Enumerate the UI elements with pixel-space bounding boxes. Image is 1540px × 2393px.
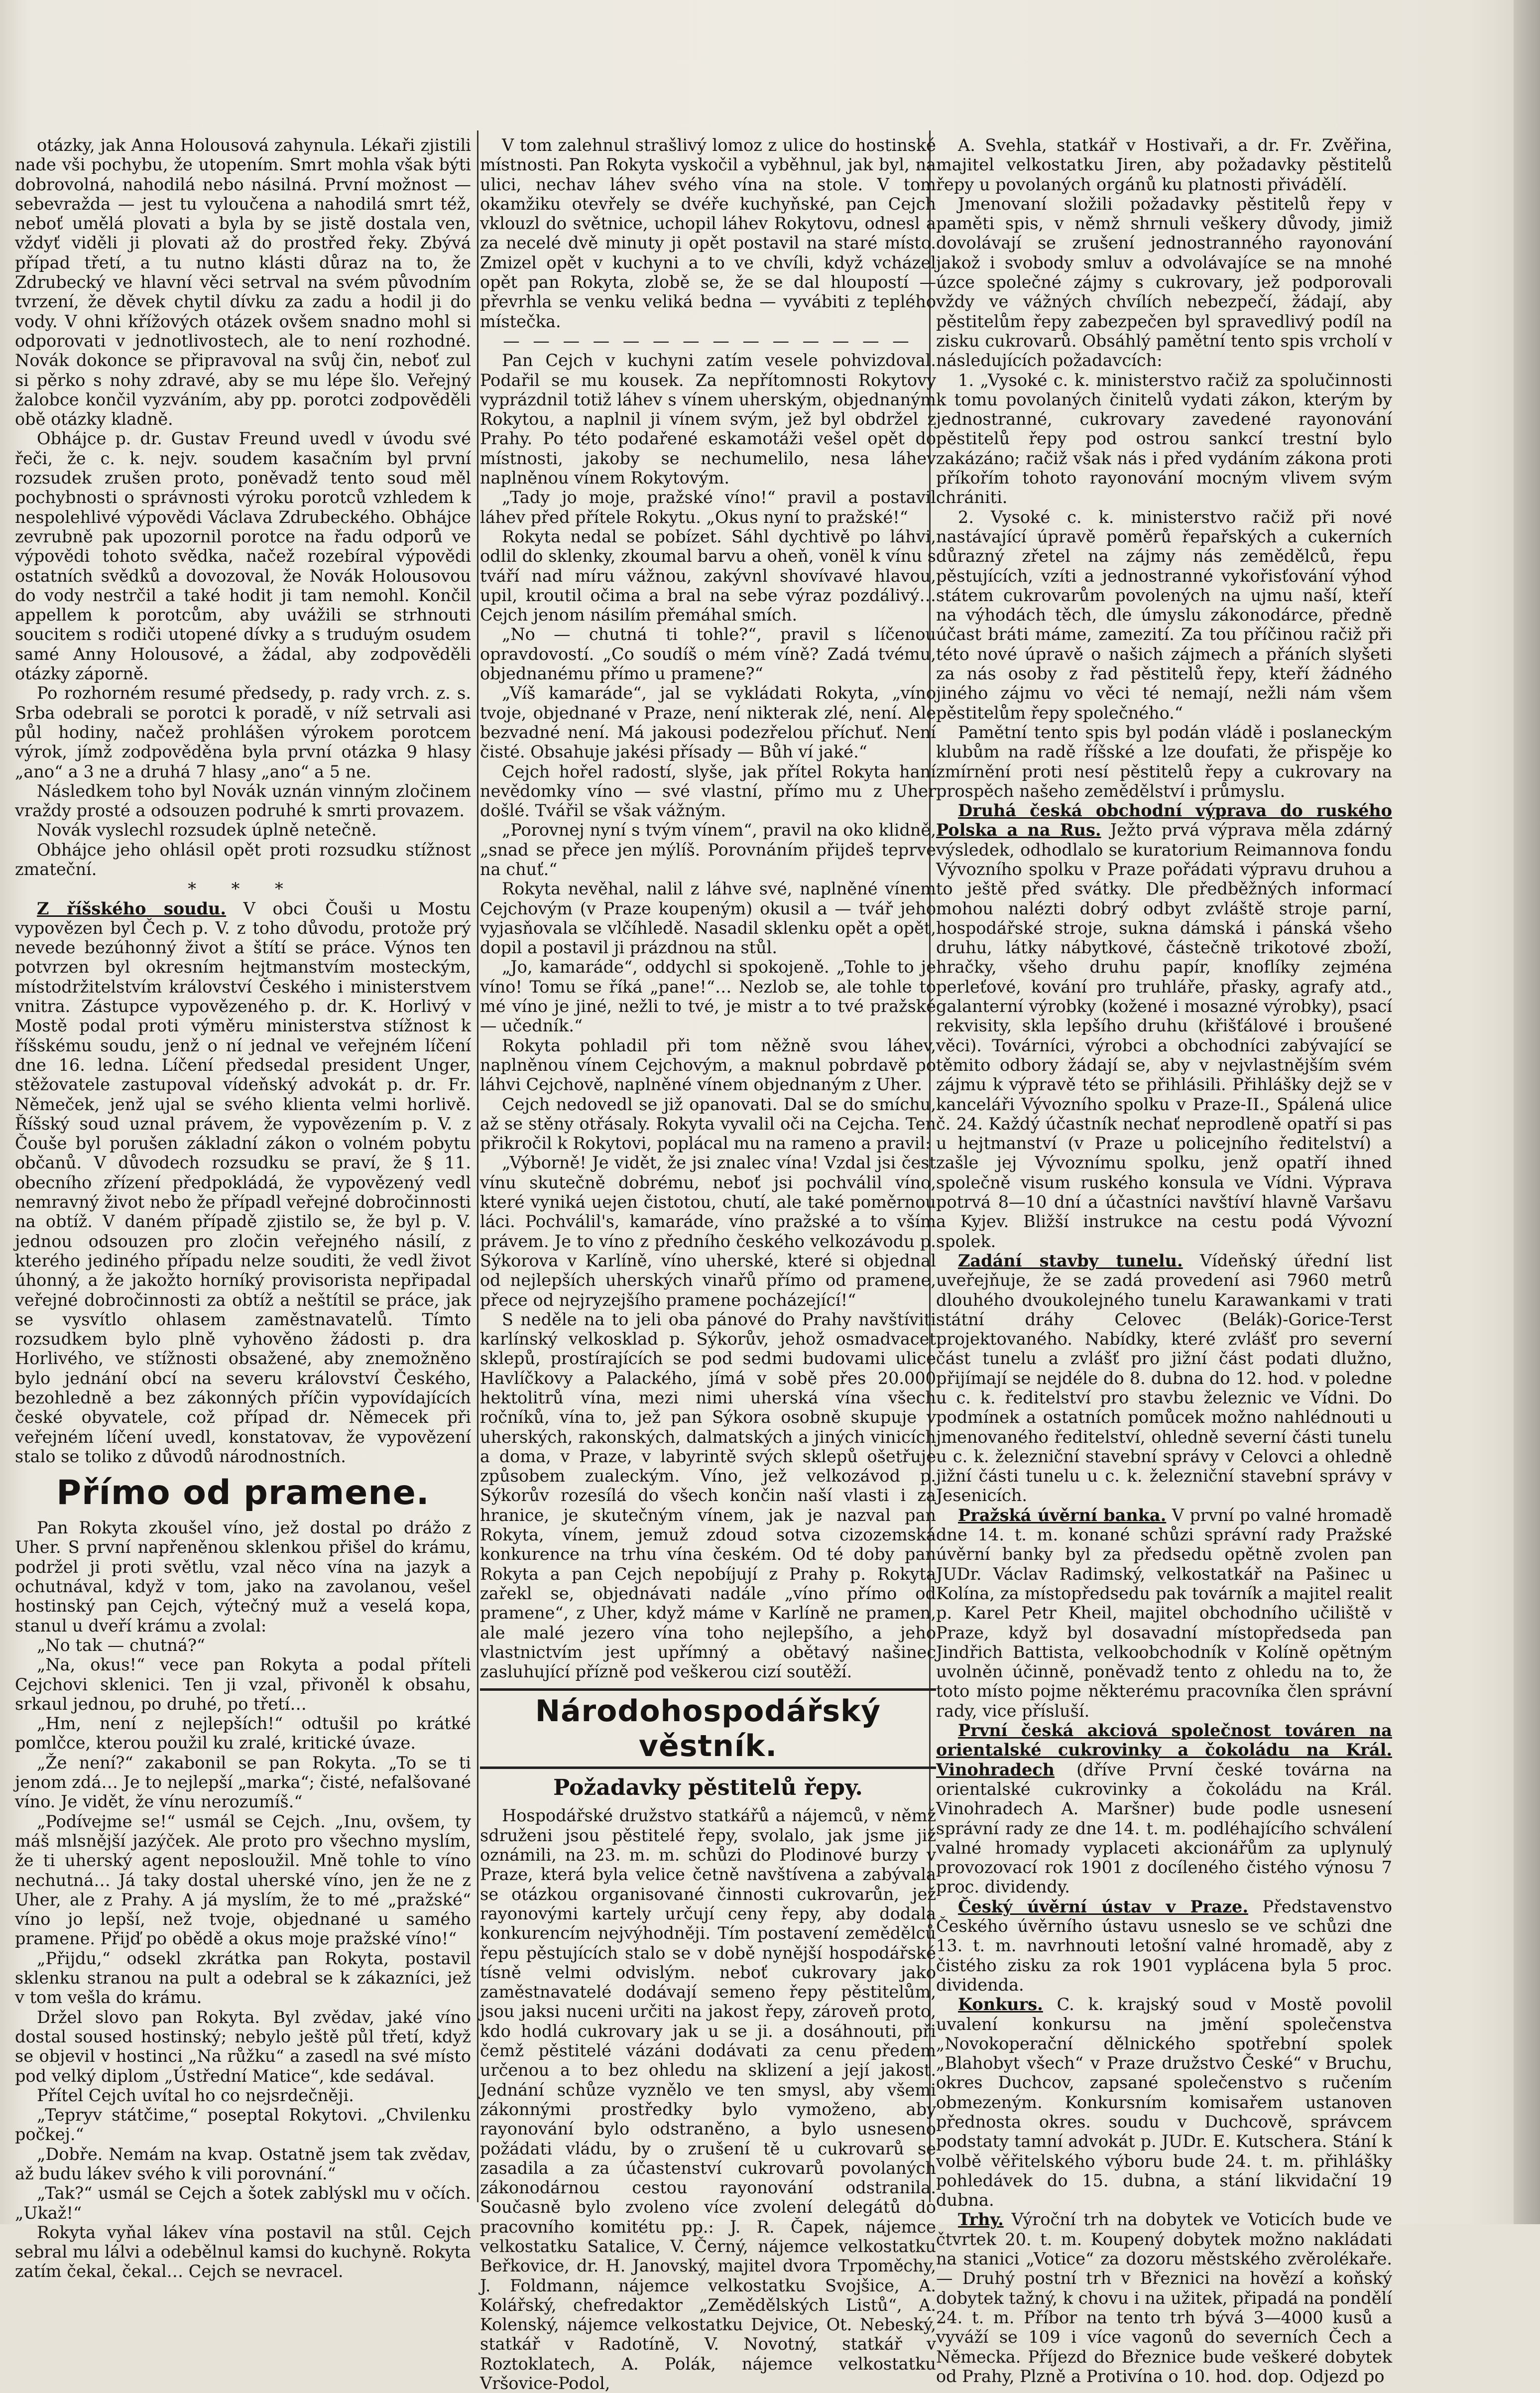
news-item <box>936 1897 1392 1995</box>
news-item-title: Pražská úvěrní banka. <box>958 1505 1167 1525</box>
news-item <box>936 1251 1392 1506</box>
article-paragraph: Obhájce p. dr. Gustav Freund uvedl v úvodu své řeči, že c. k. nejv. soudem kasačním byl první rozsudek zrušen proto, poněvadž tento soud měl pochybnosti o správnosti výroku porotců vzhledem k nespolehlivé výpovědi Václava Zdrubeckého. Obhájce zevrubně pak upozornil porotce na řadu odporů ve výpovědi tohoto svědka, načež rozebíral výpovědi ostatních svědků a dovozoval, že Novák Holousovou do vody nestrčil a také hodit ji tam nemohl. Končil appellem k porotcům, aby uvážili se strhnouti soucitem s rodiči utopené dívky a s truduým osudem samé Anny Holousové, a žádal, aby zodpověděli otázky záporně. <box>15 429 471 684</box>
story-paragraph: Přítel Cejch uvítal ho co nejsrdečněji. <box>37 2085 354 2105</box>
news-item <box>936 801 1392 1251</box>
story-paragraph: „Dobře. Nemám na kvap. Ostatně jsem tak zvědav, až budu lákev svého k vili porovnání.“ <box>15 2144 471 2183</box>
article-paragraph: Po rozhorném resumé předsedy, p. rady vrch. z. s. Srba odebrali se porotci k poradě, v níž setrvali asi půl hodiny, načež prohlášen výrokem porotcem výrok, jímž zodpověděna byla první otázka 9 hlasy „ano“ a 3 ne a druhá 7 hlasy „ano“ a 5 ne. <box>15 683 471 781</box>
news-item <box>936 1506 1392 1721</box>
story-paragraph: „Že není?“ zakabonil se pan Rokyta. „To se ti jenom zdá… Je to nejlepší „marka“; čisté, nefalšované víno. Je vidět, že vínu nerozumíš.“ <box>15 1753 471 1812</box>
news-item-title: Trhy. <box>958 2210 1004 2230</box>
article-paragraph: 1. „Vysoké c. k. ministerstvo račiž za spolučinnosti k tomu povolaných činitelů vydati zákon, kterým by jednostranné, cukrovary zavedené rayonování pěstitelů řepy pod ostrou sankcí trestní bylo zakázáno; račiž však nás i před vydáním zákona proti příkořím tohoto rayonování mocným vlivem svým chrániti. <box>936 370 1392 507</box>
news-item-text: V obci Čouši u Mostu vypovězen byl Čech p. V. z toho důvodu, protože prý nevede bezúhonný život a štítí se práce. Výnos ten potvrzen byl okresním hejtmanstvím mosteckým, místodržitelstvím království Českého i ministerstvem vnitra. Zástupce vypovězeného p. dr. K. Horlivý v Mostě podal proti výměru ministerstva stížnost k říšskému soudu, jenž o ní jednal ve veřejném líčení dne 16. ledna. Líčení předsedal president Unger, stěžovatele zastupoval vídeňský advokát p. dr. Fr. Němeček, jenž ujal se svého klienta velmi horlivě. Říšský soud uznal právem, že vypovězením p. V. z Čouše byl porušen základní zákon o volném pobytu občanů. V důvodech rozsudku se praví, že § 11. obecního zřízení předpokládá, že vypovězený vedl nemravný život nebo že případl veřejné dobročinnosti na obtíž. V daném případě zjistilo se, že byl p. V. jednou odsouzen pro zločin veřejného násilí, z kterého jediného případu nelze souditi, že vedl život úhonný, a že jakožto horníký provisorista nepřipadal veřejné dobročinnosti za obtíž a neštítil se práce, jak se vysvítlo ohlasem zaměstnavatelů. Tímto rozsudkem bylo plně vyhověno žádosti p. dra Horlivého, ve stížnosti obsažené, aby znemožněno bylo jednání obcí na severu království Českého, bezohledně a bez zákonných příčin vypovídajících české obyvatele, což případ dr. Němecek při veřejném líčení uvedl, konstatovav, že vypovězení stalo se toliko z důvodů národnostních. <box>15 898 471 1466</box>
news-item-title: Konkurs. <box>958 1995 1043 2015</box>
story-paragraph: „Tepryv státčime,“ poseptal Rokytovi. „Chvilenku počkej.“ <box>15 2105 471 2144</box>
news-item-text: (dříve První české továrna na orientalské cukrovinky a čokoládu na Král. Vinohradech A. Maršner) bude podle usnesení správní rady ze dne 14. t. m. podléhajícího schválení valné hromady vyplaceti akcionářům za uplynulý provozovací rok 1901 z docíleného čistého výnosu 7 proc. dividendy. <box>936 1760 1392 1897</box>
article-paragraph: Novák vyslechl rozsudek úplně netečně. <box>37 820 377 840</box>
story-paragraph: „Jo, kamaráde“, oddychl si spokojeně. „Tohle to je víno! Tomu se říká „pane!“… Nezlob se, ale tohle to mé víno je jiné, nežli to tvé, je mistr a to tvé pražské — učedník.“ <box>480 957 936 1036</box>
news-item-text: Představenstvo Českého úvěrního ústavu usneslo se ve schůzi dne 13. t. m. navrhnouti letošní valné hromadě, aby z čistého zisku za rok 1901 vyplácena byla 5 proc. dividenda. <box>936 1896 1392 1995</box>
story-paragraph: „Hm, není z nejlepších!“ odtušil po krátké pomlčce, kterou použil ku zralé, kritické úvaze. <box>15 1714 471 1753</box>
column-1 <box>15 135 471 2281</box>
story-paragraph: Cejch nedovedl se již opanovati. Dal se do smíchu, až se stěny otřásaly. Rokyta vyvalil oči na Cejcha. Ten přikročil k Rokytovi, poplácal mu na rameno a pravil: <box>480 1094 936 1153</box>
story-paragraph: Rokyta vyňal lákev vína postavil na stůl. Cejch sebral mu lálvi a odebělnul kamsi do kuchyně. Rokyta zatím čekal, čekal… Cejch se nevracel. <box>15 2222 471 2281</box>
story-paragraph: V tom zalehnul strašlivý lomoz z ulice do hostinské místnosti. Pan Rokyta vyskočil a vyběhnul, jak byl, na ulici, nechav láhev svého vína na stole. V tom okamžiku otevřely se dvéře kuchyňské, pan Cejch vklouzl do světnice, uchopil láhev Rokytovu, odnesl a za necelé dvě minuty ji opět postavil na staré místo. Zmizel opět v kuchyni a to ve chvíli, když vcházel opět pan Rokyta, zlobě se, že se dal hloupostí — převrhla se venku veliká bedna — vyvábiti z teplého místečka. <box>480 135 936 331</box>
news-item-title: Z říšského soudu. <box>37 898 227 918</box>
story-paragraph: „Porovnej nyní s tvým vínem“, pravil na oko klidně, „snad se přece jen mýlíš. Porovnáním přijdeš teprve na chuť.“ <box>480 820 936 879</box>
section-heading: Národohospodářský věstník. <box>480 1688 936 1769</box>
article-paragraph: Pamětní tento spis byl podán vládě i poslaneckým klubům na radě říšské a lze doufati, že přispěje ko zmírnění proti nesí pěstitelů řepy a cukrovary na prospěch našeho zemědělství i průmyslu. <box>936 722 1392 801</box>
column-rule-1 <box>477 130 478 2202</box>
story-paragraph: „No — chutná ti tohle?“, pravil s líčenou opravdovostí. „Co soudíš o mém víně? Zadá tvému, objednanému přímo u pramene?“ <box>480 625 936 684</box>
news-item-text: Ježto prvá výprava měla zdárný výsledek, odhodlalo se kuratorium Reimannova fondu Vývozního spolku v Praze pořádati výpravu druhou a to ještě před svátky. Dle předběžných informací mohou nalézti dobrý odbyt zvláště stroje parní, hospodářské stroje, sukna dámská i pánská všeho druhu, látky nábytkové, částečně trikotové zboží, hračky, všeho druhu papír, knoflíky zejména perleťové, kování pro truhláře, přasky, agrafy atd., galanterní výrobky (kožené i mosazné výrobky), psací rekvisity, skla lepšího druhu (křišťálové i broušené věci). Továrníci, výrobci a obchodníci zabývající se těmito odbory žádají se, aby v nejvlastnějším svém zájmu k výpravě této se přihlásili. Přihlášky dejž se v kanceláři Vývozního spolku v Praze-II., Spálená ulice č. 24. Každý účastník nechať neprodleně opatří si pas u hejtmanství (v Praze u policejního ředitelství) a zašle jej Vývoznímu spolku, jenž opatří ihned společně visum ruského konsula ve Vídni. Výprava potrvá 8—10 dní a účastníci navštíví hlavně Varšavu a Kyjev. Bližší instrukce na cestu podá Vývozní spolek. <box>936 820 1392 1251</box>
story-paragraph: Pan Cejch v kuchyni zatím vesele pohvizdoval. Podařil se mu kousek. Za nepřítomnosti Rokytovy vyprázdnil totiž láhev s vínem uherským, objednaným Rokytou, a naplnil ji vínem svým, jež byl obdržel z Prahy. Po této podařené eskamotáži vešel opět do místnosti, jakoby se nechumelilo, nesa láhev naplněnou vínem Rokytovým. <box>480 351 936 488</box>
news-item-text: Vídeňský úřední list uveřejňuje, že se zadá provedení asi 7960 metrů dlouhého dvoukolejného tunelu Karawankami v trati státní dráhy Celovec (Belák)-Gorice-Terst projektovaného. Nabídky, které zvlášť pro severní část tunelu a zvlášť pro jižní část podati dlužno, přijímají se nejdéle do 8. dubna do 12. hod. v poledne u c. k. ředitelství pro stavbu železnic ve Vídni. Do podmínek a ostatních pomůcek možno nahlédnouti u jmenovaného ředitelství, ohledně severní části tunelu u c. k. železniční stavební správy v Celovci a ohledně jižní části tunelu u c. k. železniční stavební správy v Jesenicích. <box>936 1251 1392 1506</box>
story-paragraph: „Přijdu,“ odsekl zkrátka pan Rokyta, postavil sklenku stranou na pult a odebral se k zákazníci, jež v tom vešla do krámu. <box>15 1948 471 2008</box>
story-paragraph: „Výborně! Je vidět, že jsi znalec vína! Vzdal jsi čest vínu skutečně dobrému, neboť jsi pochválil víno, které vyniká uejen čistotou, chutí, ale také poměrnou láci. Pochválil's, kamaráde, víno pražské a to vším právem. Je to víno z předního českého velkozávodu p. Sýkorova v Karlíně, víno uherské, které si objednal od nejlepších uherských vinařů přímo od pramene, přece od nejryzejšího pramene pocházející!“ <box>480 1153 936 1310</box>
article-paragraph: 2. Vysoké c. k. ministerstvo račiž při nové nastávající úpravě poměrů řepařských a cukerních důrazný zřetel na zájmy nás zemědělců, řepu pěstujících, vzíti a jednostranné vykořisťování výhod státem cukrovarům povolených na ujmu naší, kteří na výhodách těch, dle úmyslu zákonodárce, předně účast bráti máme, zamezití. Za tou příčinou račiž při této nové úpravě o našich zájmech a přáních slyšeti za nás osoby z řad pěstitelů řepy, kteří žádného jiného zájmu vo věci té nemají, nežli nám všem pěstitelům řepy společného.“ <box>936 507 1392 723</box>
story-paragraph: „No tak — chutná?“ <box>37 1635 206 1655</box>
story-paragraph: Pan Rokyta zkoušel víno, jež dostal po drážo z Uher. S první napřeněnou sklenkou přišel do krámu, podržel ji proti světlu, vzal něco vína na jazyk a ochutnával, když v tom, jako na zavolanou, vešel hostinský pan Cejch, výtečný muž a veselá kopa, stanul u dveří krámu a zvolal: <box>15 1518 471 1636</box>
news-item <box>936 1995 1392 2210</box>
column-3 <box>936 135 1392 2386</box>
article-paragraph: Následkem toho byl Novák uznán vinným zločinem vraždy prosté a odsouzen podruhé k smrti provazem. <box>15 781 471 821</box>
article-subheading: Požadavky pěstitelů řepy. <box>553 1775 863 1801</box>
section-divider-stars: * * * <box>188 879 298 899</box>
section-divider-dashes: — — — — — — — — — — — — — — <box>503 331 913 351</box>
article-paragraph: Jmenovaní složili požadavky pěstitelů řepy v paměti spis, v němž shrnuli veškery důvody, jimiž dovolávají se zrušení jednostranného rayonování jakož i svobody smluv a odvolávajíce se na mnohé úzce společné zájmy s cukrovary, jež podporovali vždy ve vážných chvílích nebezpečí, žádají, aby pěstitelům řepy zabezpečen byl spravedlivý podíl na zisku cukrovarů. Obsáhlý pamětní tento spis vrcholí v následujících požadavcích: <box>936 194 1392 371</box>
article-paragraph: otázky, jak Anna Holousová zahynula. Lékaři zjistili nade vši pochybu, že utopením. Smrt mohla však býti dobrovolná, nahodilá nebo násilná. První možnost — sebevražda — jest tu vyloučena a nahodilá smrt též, neboť umělá plovati a byla by se jistě dostala ven, vždyť viděli ji plovati až do prostřed řeky. Zbývá případ třetí, a tu nutno klásti důraz na to, že Zdrubecký ve hlavní věci setrval na svém původním tvrzení, že děvek chytil dívku za zadu a hodil ji do vody. V ohni křížových otázek ovšem snadno mohl si odporovati v jednotlivostech, ale to není rozhodné. Novák dokonce se připravoval na svůj čin, neboť zul si pěrko s nohy zdravé, aby se mu lépe šlo. Veřejný žalobce končil vyzváním, aby pp. porotci zodpověděli obě otázky kladně. <box>15 135 471 429</box>
article-paragraph: Obhájce jeho ohlásil opět proti rozsudku stížnost zmateční. <box>15 840 471 879</box>
news-item-title: Český úvěrní ústav v Praze. <box>958 1896 1249 1916</box>
news-item <box>936 2210 1392 2386</box>
page-edge-shadow <box>1514 0 1540 2224</box>
article-paragraph: Hospodářské družstvo statkářů a nájemců, v němž sdruženi jsou pěstitelé řepy, svolalo, jak jsme již oznámili, na 23. m. m. schůzi do Plodinové burzy v Praze, která byla velice četně navštívena a zabývala se otázkou organisované činnosti cukrovarůn, jež rayonovými kartely určují ceny řepy, aby dodala konkurencím nejvýhodněji. Tím postavení zemědělců řepu pěstujících stalo se v době nynější hospodářské tísně velmi odvislým. neboť cukrovary jako zaměstnavatelé dodávají semeno řepy pěstitelům, jsou jaksi nuceni určiti na jakost řepy, zároveň proto, kdo hodlá cukrovary jak u se ji. a dosáhnouti, při čemž pěstitelé vázáni dodávati za cenu předem určenou a to bez ohledu na sklizení a její jakost. Jednání schůze vyznělo ve ten smysl, aby všemi zákonnými prostředky bylo vymoženo, aby rayonování bylo odstraněno, a bylo usneseno požádati vládu, by o zrušení tě u cukrovarů se zasadila a za účastenství cukrovarů povolaných zákonodárnou cestou rayonování odstranila. Současně bylo zvoleno více zvolení delegátů do pracovního komitétu pp.: J. R. Čapek, nájemce velkostatku Satalice, V. Černý, nájemce velkostatku Beřkovice, dr. H. Janovský, majitel dvora Trpoměchy, J. Foldmann, nájemce velkostatku Svojšice, A. Kolářský, chefredaktor „Zemědělských Listů“, A. Kolenský, nájemce velkostatku Dejvice, Ot. Nebeský, statkář v Radotíně, V. Novotný, statkář v Roztoklatech, A. Polák, nájemce velkostatku Vršovice-Podol, <box>480 1806 936 2393</box>
story-paragraph: „Tak?“ usmál se Cejch a šotek zablýskl mu v očích. „Ukaž!“ <box>15 2183 471 2223</box>
story-paragraph: Rokyta nevěhal, nalil z láhve své, naplněné vínem Cejchovým (v Praze koupeným) okusil a — tvář jeho vyjasňovala se vlčíhledě. Nasadil sklenku opět a opět, dopil a postavil ji prázdnou na stůl. <box>480 879 936 958</box>
news-item <box>15 899 471 1467</box>
story-paragraph: Cejch hořel radostí, slyše, jak přítel Rokyta haní nevědomky víno — své vlastní, přímo mu z Uher došlé. Tvářil se však vážným. <box>480 761 936 821</box>
story-paragraph: „Na, okus!“ vece pan Rokyta a podal příteli Cejchovi sklenici. Ten ji vzal, přivoněl k obsahu, srkaul jednou, po druhé, po třetí… <box>15 1655 471 1714</box>
news-item-text: V první po valné hromadě dne 14. t. m. konané schůzi správní rady Pražské úvěrní banky byl za předsedu opětně zvolen pan JUDr. Václav Radimský, velkostatkář na Pašinec u Kolína, za místopředsedu pak továrník a majitel realit p. Karel Petr Kheil, majitel obchodního učiliště v Praze, když byl dosavadní místopředseda pan Jindřich Battista, velkoobchodník v Kolíně opětným uvolněn účinně, poněvadž tento z ohledu na to, že toto místo pojme některému pracovníka člen správní rady, vice přísluší. <box>936 1505 1392 1721</box>
news-item <box>936 1721 1392 1897</box>
story-paragraph: Rokyta nedal se pobízet. Sáhl dychtivě po láhvi, odlil do sklenky, zkoumal barvu a oheň, vonël k vínu s tváří nad míru vážnou, zakývnl shovívavé hlavou, upil, kroutil očima a bral na sebe výraz pozdálivý… Cejch jenom násilím přemáhal smích. <box>480 526 936 625</box>
news-item-text: C. k. krajský soud v Mostě povolil uvalení konkursu na jmění společenstva „Novokoperační dělnického spotřební spolek „Blahobyt všech“ v Praze družstvo České“ v Bruchu, okres Duchcov, zapsané společenstvo s ručením obmezeným. Konkursním komisařem ustanoven přednosta okres. soudu v Duchcově, správcem podstaty tamní advokát p. JUDr. E. Kutschera. Stání k volbě věřitelského výboru bude 24. t. m. přihlášky pohledávek do 15. dubna, a stání likvidační 19 dubna. <box>936 1995 1392 2210</box>
column-2 <box>480 135 936 2393</box>
news-item-title: Zadání stavby tunelu. <box>958 1251 1183 1270</box>
story-paragraph: Držel slovo pan Rokyta. Byl zvědav, jaké víno dostal soused hostinský; nebylo ještě půl třetí, když se objevil v hostinci „Na růžku“ a zasedl na své místo pod velký diplom „Ústřední Matice“, kde sedával. <box>15 2007 471 2086</box>
story-paragraph: S neděle na to jeli oba pánové do Prahy navštíviti karlínský velkosklad p. Sýkorův, jehož osmadvacet sklepů, prostírajících se pod sedmi budovami ulice Havlíčkovy a Palackého, jímá v sobě přes 20.000 hektolitrů vína, mezi nimi uherská vína všech ročníků, vína to, jež pan Sýkora osobně skupuje v uherských, rakonských, dalmatských a jiných vinicích a doma, v Praze, v labyrintě svých sklepů ošetřuje způsobem zualeckým. Víno, jež velkozávod p. Sýkorův rozesílá do všech končin naší vlasti i za hranice, je skutečným vínem, jak je nazval pan Rokyta, vínem, jemuž zdoud sotva cizozemská konkurence na trhu vína českém. Od té doby pan Rokyta a pan Cejch nepobíjují z Prahy p. Rokyta zařekl se, objednávati nadále „víno přímo od pramene“, z Uher, když máme v Karlíně ne pramen, ale malé jezero vína toho nejlepšího, a jeho vlastnictvím jest upřímný a obětavý našinec zasluhující přízně pod veškerou cizí soutěží. <box>480 1309 936 1682</box>
article-paragraph: A. Svehla, statkář v Hostivaři, a dr. Fr. Zvěřina, majitel velkostatku Jiren, aby požadavky pěstitelů řepy u povolaných orgánů ku platnosti přivádělí. <box>936 135 1392 194</box>
news-item-title: Druhá česká obchodní výprava do ruského Polska a na Rus. <box>936 801 1392 840</box>
story-paragraph: „Víš kamaráde“, jal se vykládati Rokyta, „víno tvoje, objednané v Praze, není nikterak zlé, není. Ale bezvadné není. Má jakousi podezřelou příchuť. Není čisté. Obsahuje jakési přísady — Bůh ví jaké.“ <box>480 683 936 762</box>
story-paragraph: Rokyta pohladil při tom něžně svou láhev, naplněnou vínem Cejchovým, a maknul pobrdavě po láhvi Cejchově, naplněné vínem objednaným z Uher. <box>480 1035 936 1095</box>
news-item-text: Výroční trh na dobytek ve Voticích bude ve čtvrtek 20. t. m. Koupený dobytek možno nakládati na stanici „Votice“ za dozoru městského zvěrolékaře. — Druhý postní trh v Březnici na hovězí a koňský dobytek tažný, k chovu i na užitek, připadá na pondělí 24. t. m. Příbor na tento trh bývá 3—4000 kusů a vyváží se 109 i více vagonů do severních Čech a Německa. Příjezd do Březnice bude veškeré dobytek od Prahy, Plzně a Protivína o 10. hod. dop. Odjezd po <box>936 2210 1392 2386</box>
story-paragraph: „Tady jo moje, pražské víno!“ pravil a postavil láhev před přítele Rokytu. „Okus nyní to pražské!“ <box>480 488 936 527</box>
story-paragraph: „Podívejme se!“ usmál se Cejch. „Inu, ovšem, ty máš mlsnější jazýček. Ale proto pro všechno myslím, že ti uherský agent neposloužil. Mně tohle to víno nechutná… Já taky dostal uherské víno, jen že ne z Uher, ale z Prahy. A já myslím, že to mé „pražské“ víno jo lepší, než tvoje, objednané u samého pramene. Přijď po obědě a okus moje pražské víno!“ <box>15 1811 471 1949</box>
story-heading: Přímo od pramene. <box>56 1473 430 1513</box>
news-item-title: První česká akciová společnost továren na orientalské cukrovinky a čokoládu na Král. Vinohradech <box>936 1721 1392 1779</box>
